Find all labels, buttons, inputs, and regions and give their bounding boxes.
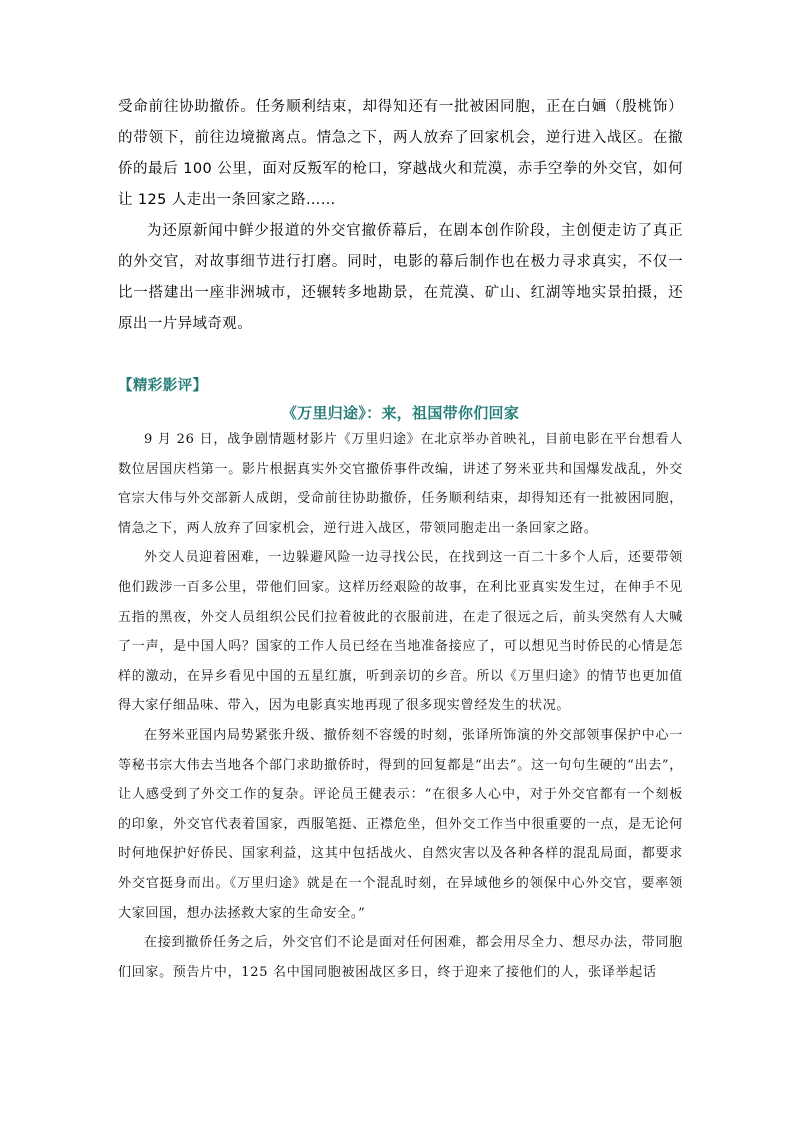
review-paragraph-3: 在努米亚国内局势紧张升级、撤侨刻不容缓的时刻，张译所饰演的外交部领事保护中心一等秘书宗大伟去当地各个部门求助撤侨时，得到的回复都是“出去”。这一句句生硬的“出去”，让人感受到了外交工作的复杂。评论员王健表示：“在很多人心中，对于外交官都有一个刻板的印象，外交官代表着国家，西服笔挺、正襟危坐，但外交工作当中很重要的一点，是无论何时何地保护好侨民、国家利益，这其中包括战火、自然灾害以及各种各样的混乱局面，都要求外交官挺身而出。《万里归途》就是在一个混乱时刻，在异域他乡的领保中心外交官，要率领大家回国，想办法拯救大家的生命安全。” [118, 727, 683, 921]
document-page [118, 92, 683, 987]
review-body [118, 425, 683, 987]
intro-paragraph-2: 为还原新闻中鲜少报道的外交官撤侨幕后，在剧本创作阶段，主创便走访了真正的外交官，对故事细节进行打磨。同时，电影的幕后制作也在极力寻求真实，不仅一比一搭建出一座非洲城市，还辗转多地勘景，在荒漠、矿山、红湖等地实景拍摄，还原出一片异域奇观。 [118, 223, 683, 332]
review-paragraph-4: 在接到撤侨任务之后，外交官们不论是面对任何困难，都会用尽全力、想尽办法，带同胞们回家。预告片中，125 名中国同胞被困战区多日，终于迎来了接他们的人，张译举起话 [118, 935, 683, 980]
review-paragraph-2: 外交人员迎着困难，一边躲避风险一边寻找公民，在找到这一百二十多个人后，还要带领他们跋涉一百多公里，带他们回家。这样历经艰险的故事，在利比亚真实发生过，在伸手不见五指的黑夜，外交人员组织公民们拉着彼此的衣服前进，在走了很远之后，前头突然有人大喊了一声，是中国人吗？国家的工作人员已经在当地准备接应了，可以想见当时侨民的心情是怎样的激动，在异乡看见中国的五星红旗，听到亲切的乡音。所以《万里归途》的情节也更加值得大家仔细品味、带入，因为电影真实地再现了很多现实曾经发生的状况。 [118, 550, 683, 714]
review-paragraph-1: 9 月 26 日，战争剧情题材影片《万里归途》在北京举办首映礼，目前电影在平台想看人数位居国庆档第一。影片根据真实外交官撤侨事件改编，讲述了努米亚共和国爆发战乱，外交官宗大伟与外交部新人成朗，受命前往协助撤侨，任务顺利结束，却得知还有一批被困同胞，情急之下，两人放弃了回家机会，逆行进入战区，带领同胞走出一条回家之路。 [118, 432, 683, 536]
article-title: 《万里归途》：来，祖国带你们回家 [281, 404, 520, 422]
section-label: 【精彩影评】 [118, 378, 208, 394]
intro-section [118, 92, 683, 340]
intro-paragraph-1: 受命前往协助撤侨。任务顺利结束，却得知还有一批被困同胞，正在白婳（殷桃饰）的带领下，前往边境撤离点。情急之下，两人放弃了回家机会，逆行进入战区。在撤侨的最后 100 公里，面对反叛军的枪口，穿越战火和荒漠，赤手空拳的外交官，如何让 125 人走出一条回家之路…… [118, 99, 683, 208]
